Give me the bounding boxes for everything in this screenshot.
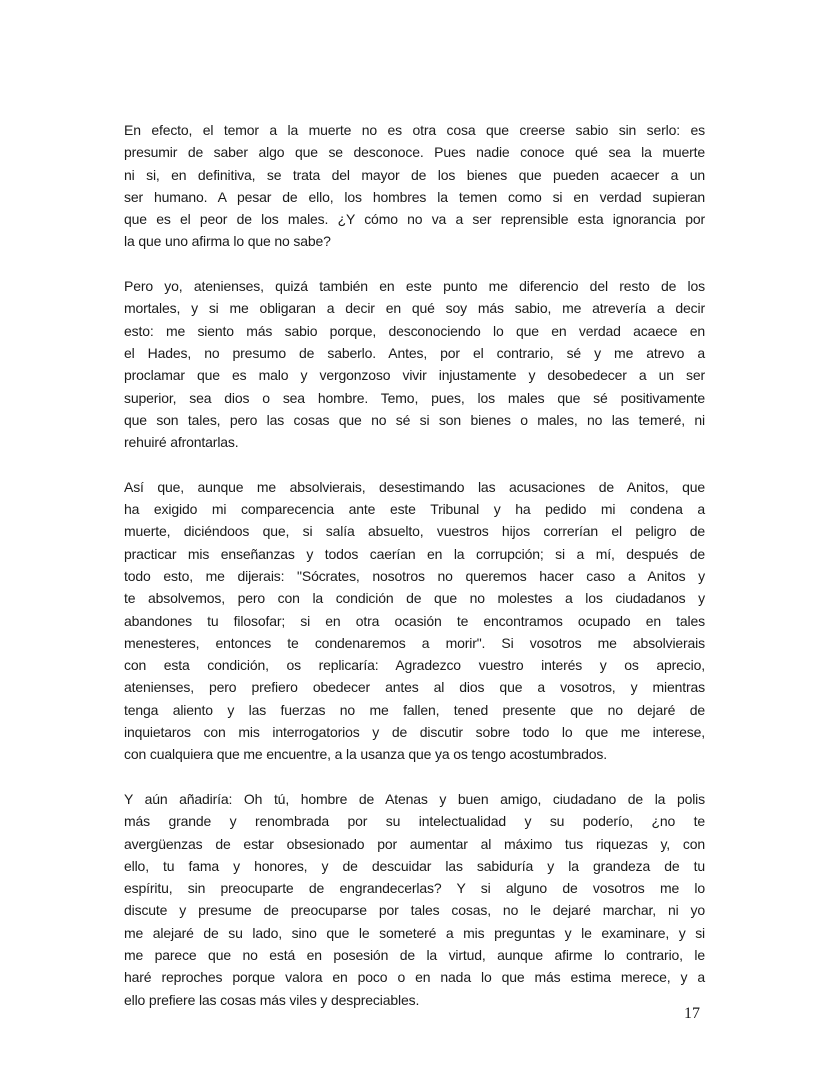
text-line: la que uno afirma lo que no sabe? — [124, 233, 331, 250]
text-line: más grande y renombrada por su intelectualidad y su poderío, ¿no te — [124, 813, 705, 830]
text-line: que es el peor de los males. ¿Y cómo no va a ser reprensible esta ignorancia por — [124, 211, 705, 228]
paragraph — [124, 275, 705, 453]
text-line: Pero yo, atenienses, quizá también en este punto me diferencio del resto de los — [124, 278, 705, 295]
text-line: haré reproches porque valora en poco o en nada lo que más estima merece, y a — [124, 969, 705, 986]
text-line: todo esto, me dijerais: "Sócrates, nosotros no queremos hacer caso a Anitos y — [124, 567, 705, 584]
text-line: me alejaré de su lado, sino que le someteré a mis preguntas y le examinare, y si — [124, 924, 705, 941]
text-line: rehuiré afrontarlas. — [124, 434, 239, 451]
text-line: superior, sea dios o sea hombre. Temo, pues, los males que sé positivamente — [124, 389, 705, 406]
text-line: ser humano. A pesar de ello, los hombres la temen como si en verdad supieran — [124, 188, 705, 205]
text-line: el Hades, no presumo de saberlo. Antes, por el contrario, sé y me atrevo a — [124, 344, 705, 361]
text-line: me parece que no está en posesión de la virtud, aunque afirme lo contrario, le — [124, 946, 705, 963]
text-line: te absolvemos, pero con la condición de que no molestes a los ciudadanos y — [124, 590, 705, 607]
text-line: ello prefiere las cosas más viles y despreciables. — [124, 991, 420, 1008]
text-line: discute y presume de preocuparse por tales cosas, no le dejaré marchar, ni yo — [124, 902, 705, 919]
text-line: espíritu, sin preocuparte de engrandecerlas? Y si alguno de vosotros me lo — [124, 880, 705, 897]
paragraph — [124, 476, 705, 766]
text-line: Así que, aunque me absolvierais, desestimando las acusaciones de Anitos, que — [124, 478, 705, 495]
paragraph — [124, 119, 705, 253]
page-body — [124, 119, 705, 1033]
text-line: con cualquiera que me encuentre, a la usanza que ya os tengo acostumbrados. — [124, 746, 607, 763]
text-line: que son tales, pero las cosas que no sé si son bienes o males, no las temeré, ni — [124, 411, 705, 428]
text-line: avergüenzas de estar obsesionado por aumentar al máximo tus riquezas y, con — [124, 835, 705, 852]
text-line: mortales, y si me obligaran a decir en qué soy más sabio, me atrevería a decir — [124, 300, 705, 317]
text-line: con esta condición, os replicaría: Agradezco vuestro interés y os aprecio, — [124, 657, 705, 674]
text-line: ello, tu fama y honores, y de descuidar las sabiduría y la grandeza de tu — [124, 857, 705, 874]
text-line: proclamar que es malo y vergonzoso vivir injustamente y desobedecer a un ser — [124, 367, 705, 384]
text-line: abandones tu filosofar; si en otra ocasión te encontramos ocupado en tales — [124, 612, 705, 629]
text-line: muerte, diciéndoos que, si salía absuelto, vuestros hijos correrían el peligro de — [124, 523, 705, 540]
text-line: presumir de saber algo que se desconoce. Pues nadie conoce qué sea la muerte — [124, 144, 705, 161]
text-line: menesteres, entonces te condenaremos a morir". Si vosotros me absolvierais — [124, 634, 705, 651]
text-line: ni si, en definitiva, se trata del mayor de los bienes que pueden acaecer a un — [124, 166, 705, 183]
paragraph — [124, 788, 705, 1011]
text-line: atenienses, pero prefiero obedecer antes al dios que a vosotros, y mientras — [124, 679, 705, 696]
page-number: 17 — [684, 1005, 700, 1022]
text-line: ha exigido mi comparecencia ante este Tribunal y ha pedido mi condena a — [124, 501, 705, 518]
text-line: esto: me siento más sabio porque, desconociendo lo que en verdad acaece en — [124, 322, 705, 339]
text-line: tenga aliento y las fuerzas no me fallen, tened presente que no dejaré de — [124, 701, 705, 718]
text-line: Y aún añadiría: Oh tú, hombre de Atenas y buen amigo, ciudadano de la polis — [124, 790, 705, 807]
text-line: inquietaros con mis interrogatorios y de discutir sobre todo lo que me interese, — [124, 724, 705, 741]
text-line: practicar mis enseñanzas y todos caerían en la corrupción; si a mí, después de — [124, 545, 705, 562]
text-line: En efecto, el temor a la muerte no es otra cosa que creerse sabio sin serlo: es — [124, 122, 705, 138]
